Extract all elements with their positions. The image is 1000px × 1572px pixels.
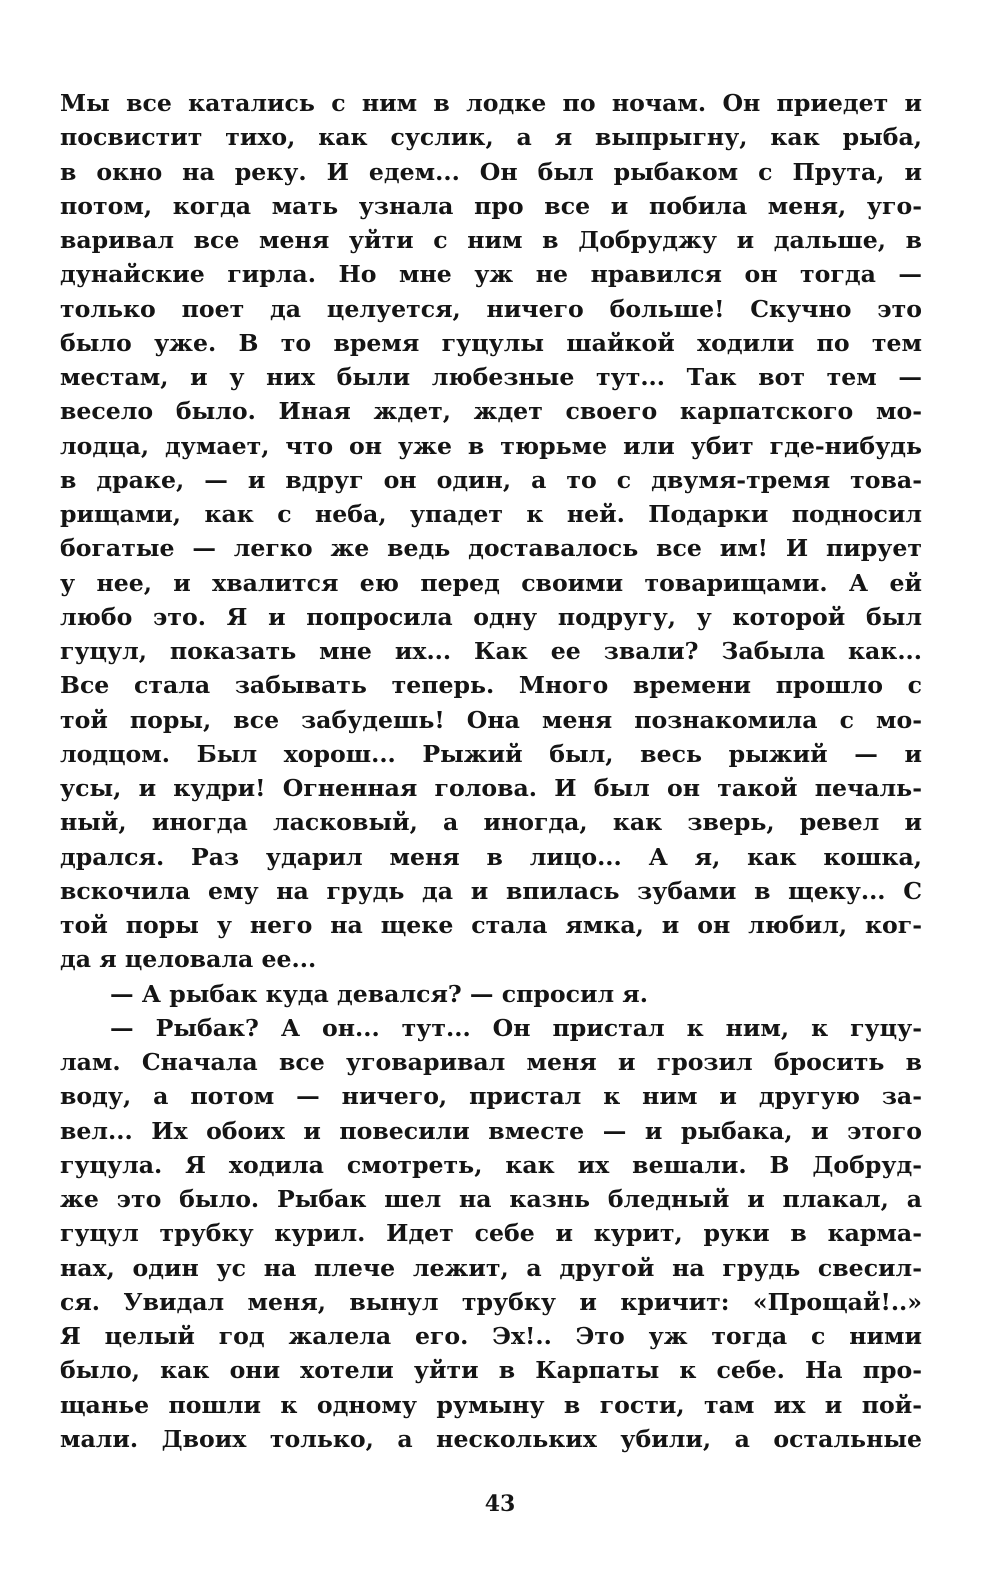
body-text <box>60 86 922 1456</box>
text-line: было, как они хотели уйти в Карпаты к себе. На про- <box>60 1356 922 1385</box>
text-line: в окно на реку. И едем... Он был рыбаком с Прута, и <box>60 157 922 186</box>
text-line: в драке, — и вдруг он один, а то с двумя-тремя това- <box>60 465 922 494</box>
text-line: той поры у него на щеке стала ямка, и он любил, ког- <box>60 911 922 939</box>
text-line: ся. Увидал меня, вынул трубку и кричит: «Прощай!..» <box>60 1287 922 1316</box>
text-line: местам, и у них были любезные тут... Так вот тем — <box>60 363 922 391</box>
text-line: лам. Сначала все уговаривал меня и грозил бросить в <box>60 1048 922 1076</box>
text-line: нах, один ус на плече лежит, а другой на грудь свесил- <box>60 1253 922 1282</box>
text-line: щанье пошли к одному румыну в гости, там их и пой- <box>60 1390 922 1419</box>
text-line: Мы все катались с ним в лодке по ночам. Он приедет и <box>60 89 922 117</box>
text-line: весело было. Иная ждет, ждет своего карпатского мо- <box>60 397 922 426</box>
text-line: воду, а потом — ничего, пристал к ним и другую за- <box>60 1082 922 1111</box>
text-line: гуцула. Я ходила смотреть, как их вешали. В Добруд- <box>60 1150 922 1179</box>
text-line: дунайские гирла. Но мне уж не нравился он тогда — <box>60 260 922 289</box>
dialogue-line: — А рыбак куда девался? — спросил я. <box>110 979 648 1008</box>
text-line: гуцул трубку курил. Идет себе и курит, руки в карма- <box>60 1219 922 1248</box>
text-line: да я целовала ее... <box>60 945 317 974</box>
text-line: потом, когда мать узнала про все и побила меня, уго- <box>60 191 922 220</box>
text-line: вел... Их обоих и повесили вместе — и рыбака, и этого <box>60 1116 922 1145</box>
dialogue-line: — Рыбак? А он... тут... Он пристал к ним, к гуцу- <box>110 1013 922 1042</box>
text-line: лодца, думает, что он уже в тюрьме или убит где-нибудь <box>60 431 922 460</box>
text-line: Я целый год жалела его. Эх!.. Это уж тогда с ними <box>60 1322 922 1350</box>
page-number: 43 <box>484 1491 516 1517</box>
text-line: усы, и кудри! Огненная голова. И был он такой печаль- <box>60 774 922 802</box>
text-line: Все стала забывать теперь. Много времени прошло с <box>60 671 922 700</box>
text-line: варивал все меня уйти с ним в Добруджу и дальше, в <box>60 226 922 254</box>
text-line: той поры, все забудешь! Она меня познакомила с мо- <box>60 705 922 734</box>
text-line: богатые — легко же ведь доставалось все им! И пирует <box>60 534 922 563</box>
text-line: мали. Двоих только, а нескольких убили, а остальные <box>60 1424 922 1453</box>
text-line: у нее, и хвалится ею перед своими товарищами. А ей <box>60 568 922 597</box>
text-line: было уже. В то время гуцулы шайкой ходили по тем <box>60 328 922 357</box>
text-line: же это было. Рыбак шел на казнь бледный и плакал, а <box>60 1185 922 1213</box>
text-line: вскочила ему на грудь да и впилась зубами в щеку... С <box>60 876 922 905</box>
text-line: любо это. Я и попросила одну подругу, у которой был <box>60 602 922 631</box>
text-line: лодцом. Был хорош... Рыжий был, весь рыжий — и <box>60 739 922 768</box>
text-line: только поет да целуется, ничего больше! Скучно это <box>60 294 922 323</box>
text-line: посвистит тихо, как суслик, а я выпрыгну, как рыба, <box>60 123 922 152</box>
text-line: ный, иногда ласковый, а иногда, как зверь, ревел и <box>60 808 922 837</box>
text-line: дрался. Раз ударил меня в лицо... А я, как кошка, <box>60 842 922 871</box>
text-line: рищами, как с неба, упадет к ней. Подарки подносил <box>60 500 922 528</box>
text-line: гуцул, показать мне их... Как ее звали? Забыла как... <box>60 637 922 665</box>
